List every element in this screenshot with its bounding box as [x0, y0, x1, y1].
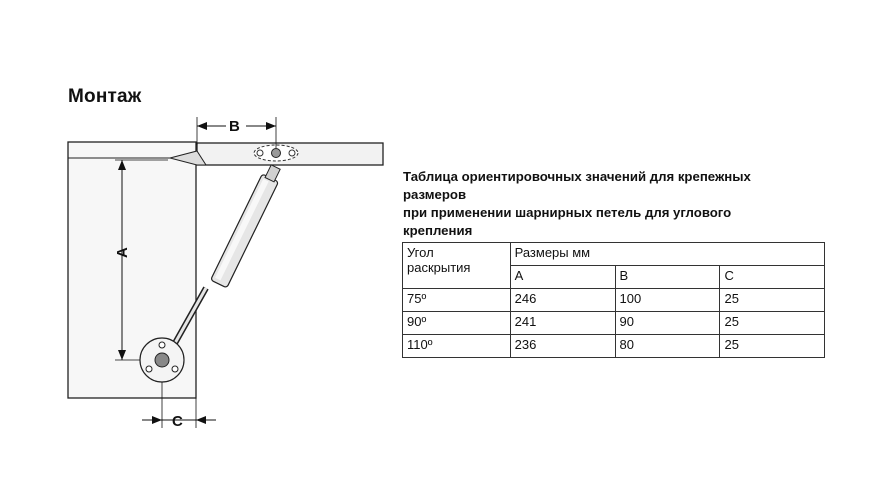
- dimension-b-label: B: [229, 118, 240, 135]
- page-title: Монтаж: [68, 86, 142, 107]
- dims-header-cell: Размеры мм: [510, 243, 824, 266]
- dimensions-table: [402, 242, 825, 358]
- table-header-row: [403, 243, 825, 266]
- angle-cell: 90º: [403, 312, 511, 335]
- value-a-cell: 241: [510, 312, 615, 335]
- angle-header-cell: [403, 243, 511, 289]
- caption-line: крепления: [403, 223, 473, 238]
- column-header-a: A: [510, 266, 615, 289]
- table-caption: [403, 168, 823, 240]
- dimension-c-label: C: [172, 413, 183, 430]
- table-row: [403, 335, 825, 358]
- dimension-a-label: A: [114, 247, 131, 258]
- column-header-b: B: [615, 266, 720, 289]
- caption-line: при применении шарнирных петель для углового: [403, 205, 732, 220]
- angle-header-line1: Угол: [407, 245, 434, 260]
- gas-spring: [211, 163, 284, 288]
- angle-header-line2: раскрытия: [407, 260, 471, 275]
- angle-cell: 110º: [403, 335, 511, 358]
- value-a-cell: 246: [510, 289, 615, 312]
- table-row: [403, 312, 825, 335]
- caption-line: размеров: [403, 187, 467, 202]
- value-c-cell: 25: [720, 312, 825, 335]
- value-b-cell: 100: [615, 289, 720, 312]
- value-a-cell: 236: [510, 335, 615, 358]
- column-header-c: C: [720, 266, 825, 289]
- value-c-cell: 25: [720, 335, 825, 358]
- value-b-cell: 90: [615, 312, 720, 335]
- angle-cell: 75º: [403, 289, 511, 312]
- caption-line: Таблица ориентировочных значений для крепежных: [403, 169, 751, 184]
- table-row: [403, 289, 825, 312]
- value-c-cell: 25: [720, 289, 825, 312]
- value-b-cell: 80: [615, 335, 720, 358]
